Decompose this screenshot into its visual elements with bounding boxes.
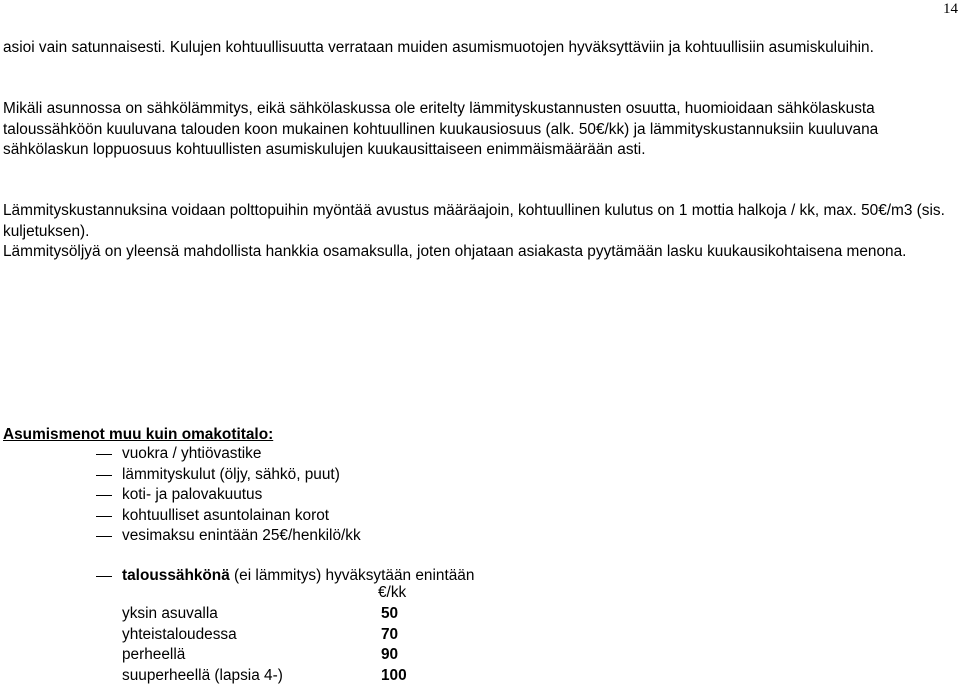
- electricity-item: [0, 566, 960, 587]
- limit-value: 70: [381, 625, 399, 643]
- household-label: perheellä: [122, 646, 186, 663]
- page-number: 14: [943, 1, 958, 17]
- dash-bullet-icon: [96, 536, 112, 537]
- paragraph-heating-oil: Lämmitysöljyä on yleensä mahdollista hankkia osamaksulla, joten ohjataan asiakasta pyytämään lasku kuukausikohtaisena menona.: [3, 243, 907, 260]
- dash-bullet-icon: [96, 495, 112, 496]
- electricity-label: taloussähkönä: [122, 567, 230, 584]
- electricity-rest: (ei lämmitys) hyväksytään enintään: [229, 567, 475, 584]
- limit-value: 90: [381, 646, 399, 663]
- limit-value: 100: [381, 666, 407, 684]
- household-label: suuperheellä (lapsia 4-): [122, 666, 283, 684]
- list-item-text: kohtuulliset asuntolainan korot: [122, 506, 330, 524]
- paragraph-comparison: asioi vain satunnaisesti. Kulujen kohtuullisuutta verrataan muiden asumismuotojen hyväksyttäviin ja kohtuullisiin asumiskuluihin.: [3, 39, 874, 56]
- limit-value: 50: [381, 605, 399, 622]
- paragraph-firewood: Lämmityskustannuksina voidaan polttopuihin myöntää avustus määräajoin, kohtuullinen kulutus on 1 mottia halkoja / kk, max. 50€/m3 (sis. kuljetuksen).: [3, 202, 945, 240]
- table-row: [119, 625, 407, 646]
- dash-bullet-icon: [96, 475, 112, 476]
- unit-label: €/kk: [378, 584, 407, 601]
- list-item-text: lämmityskulut (öljy, sähkö, puut): [122, 465, 340, 483]
- list-item-text: vesimaksu enintään 25€/henkilö/kk: [122, 527, 361, 544]
- list-item-text: koti- ja palovakuutus: [122, 486, 263, 503]
- table-row: [119, 666, 407, 687]
- electricity-text: [122, 566, 474, 587]
- household-label: yksin asuvalla: [122, 605, 218, 622]
- paragraph-electric-heating: Mikäli asunnossa on sähkölämmitys, eikä sähkölaskussa ole eritelty lämmityskustannusten osuutta, huomioidaan sähkölaskusta taloussähköön kuuluvana talouden koon mukainen kohtuullinen kuukausiosuus (alk. 50€/kk) ja lämmityskustannuksiin kuuluvana sähkölaskun loppuosuus kohtuullisten asumiskulujen kuukausittaiseen enimmäismäärään asti.: [3, 100, 879, 158]
- section-heading: Asumismenot muu kuin omakotitalo:: [3, 426, 274, 443]
- table-row: [119, 604, 407, 625]
- electricity-rates-table: [119, 604, 407, 686]
- list-item-text: vuokra / yhtiövastike: [122, 445, 262, 462]
- dash-bullet-icon: [96, 454, 112, 455]
- dash-bullet-icon: [96, 576, 112, 577]
- table-row: [119, 645, 407, 666]
- dash-bullet-icon: [96, 516, 112, 517]
- household-label: yhteistaloudessa: [122, 625, 237, 643]
